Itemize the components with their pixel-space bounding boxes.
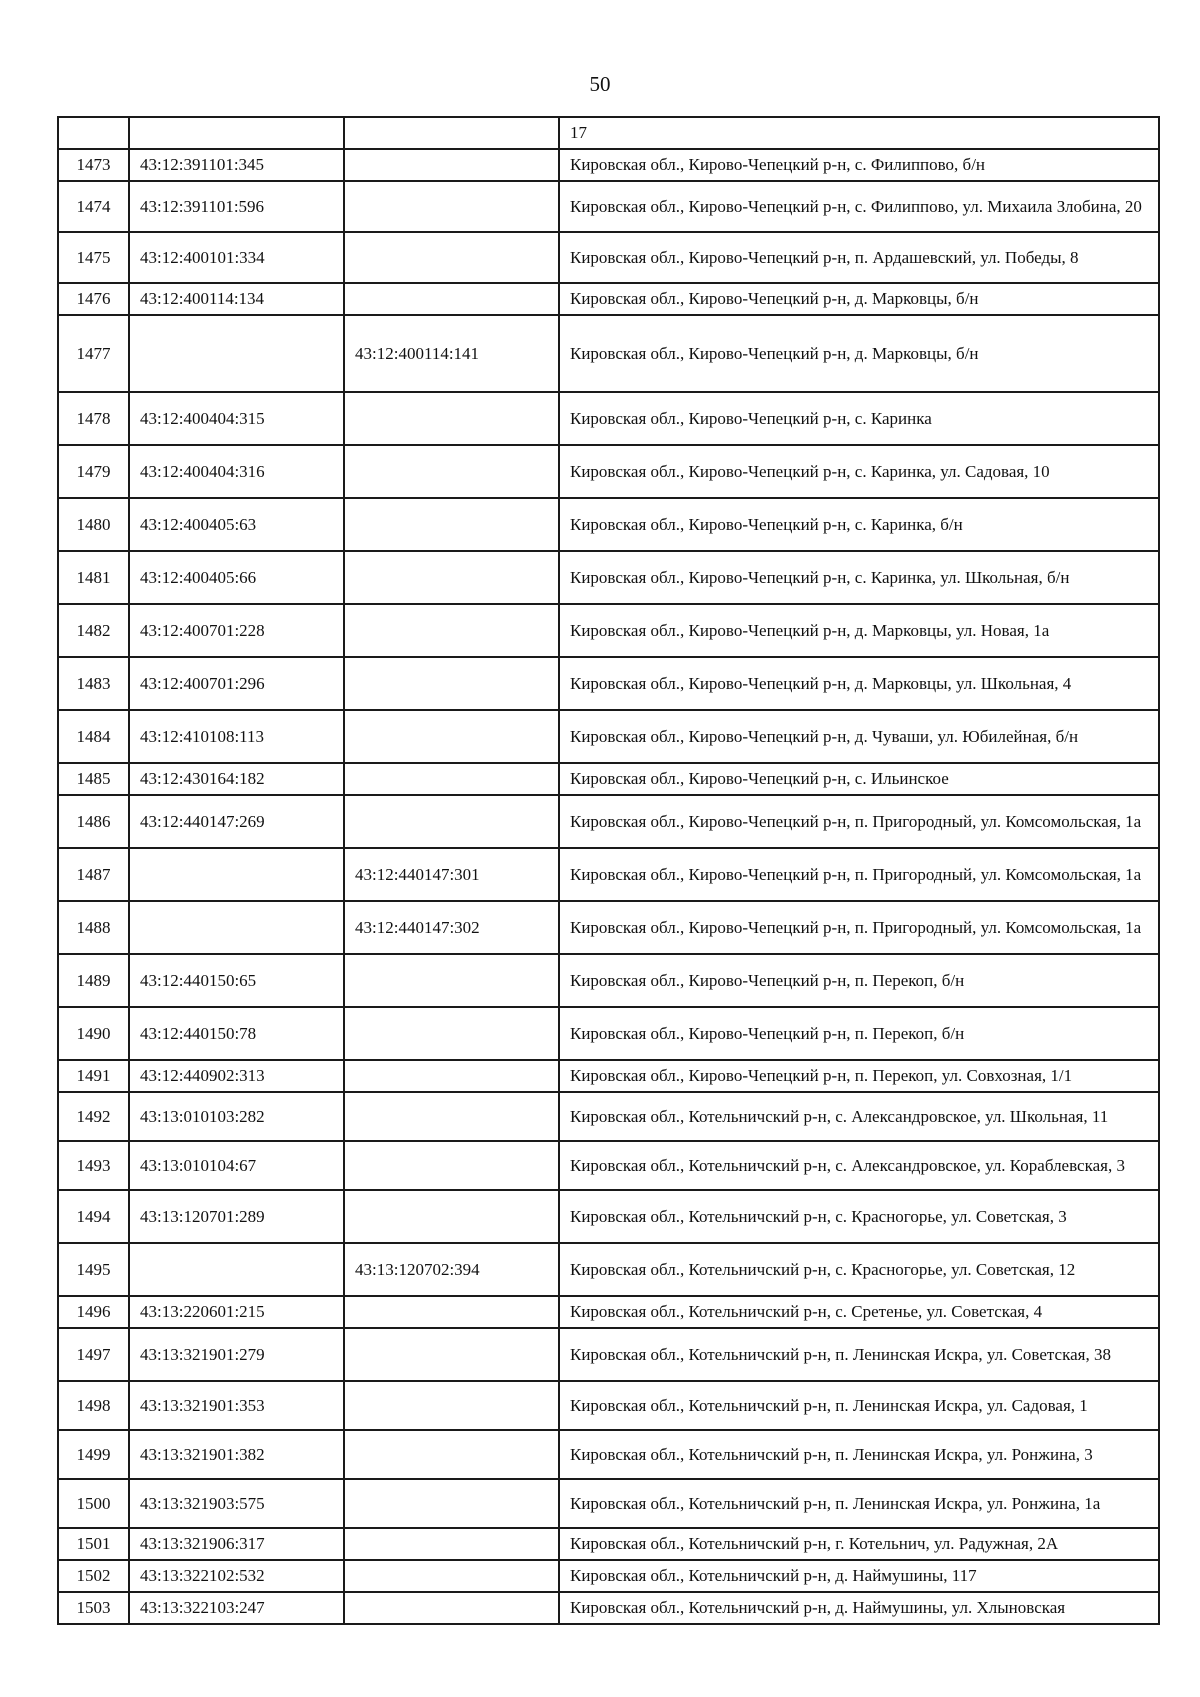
related-cadastral-number-cell [344,1007,559,1060]
table-row [58,149,1159,181]
address-cell: Кировская обл., Кирово-Чепецкий р-н, с. Каринка, ул. Школьная, б/н [559,551,1159,604]
address-cell: Кировская обл., Кирово-Чепецкий р-н, п. Перекоп, б/н [559,1007,1159,1060]
address-cell: Кировская обл., Кирово-Чепецкий р-н, с. Каринка [559,392,1159,445]
row-number-cell: 1493 [58,1141,129,1190]
address-cell: Кировская обл., Котельничский р-н, д. Наймушины, 117 [559,1560,1159,1592]
table-row [58,445,1159,498]
address-cell: Кировская обл., Кирово-Чепецкий р-н, п. Перекоп, ул. Совхозная, 1/1 [559,1060,1159,1092]
row-number-cell: 1480 [58,498,129,551]
table-row [58,392,1159,445]
cadastral-number-cell: 43:13:322103:247 [129,1592,344,1624]
table-row [58,181,1159,232]
related-cadastral-number-cell [344,763,559,795]
cadastral-number-cell: 43:12:400101:334 [129,232,344,283]
row-number-cell: 1501 [58,1528,129,1560]
table-row [58,1296,1159,1328]
address-cell: 17 [559,117,1159,149]
cadastral-number-cell: 43:13:120701:289 [129,1190,344,1243]
row-number-cell: 1474 [58,181,129,232]
address-cell: Кировская обл., Кирово-Чепецкий р-н, д. Марковцы, б/н [559,283,1159,315]
related-cadastral-number-cell [344,1060,559,1092]
cadastral-number-cell: 43:13:010104:67 [129,1141,344,1190]
cadastral-number-cell: 43:12:440150:78 [129,1007,344,1060]
cadastral-number-cell: 43:12:400701:296 [129,657,344,710]
row-number-cell: 1473 [58,149,129,181]
related-cadastral-number-cell [344,1560,559,1592]
table-row [58,232,1159,283]
cadastral-number-cell: 43:12:440147:269 [129,795,344,848]
row-number-cell: 1487 [58,848,129,901]
table-row [58,1528,1159,1560]
related-cadastral-number-cell: 43:12:440147:301 [344,848,559,901]
cadastral-number-cell: 43:13:010103:282 [129,1092,344,1141]
address-cell: Кировская обл., Кирово-Чепецкий р-н, с. Каринка, б/н [559,498,1159,551]
registry-table [57,116,1160,1625]
address-cell: Кировская обл., Кирово-Чепецкий р-н, п. Ардашевский, ул. Победы, 8 [559,232,1159,283]
row-number-cell: 1475 [58,232,129,283]
address-cell: Кировская обл., Кирово-Чепецкий р-н, п. Пригородный, ул. Комсомольская, 1а [559,848,1159,901]
related-cadastral-number-cell [344,1479,559,1528]
related-cadastral-number-cell [344,1381,559,1430]
cadastral-number-cell [129,315,344,392]
row-number-cell: 1491 [58,1060,129,1092]
row-number-cell: 1498 [58,1381,129,1430]
related-cadastral-number-cell [344,1190,559,1243]
related-cadastral-number-cell [344,1328,559,1381]
row-number-cell: 1502 [58,1560,129,1592]
address-cell: Кировская обл., Кирово-Чепецкий р-н, д. Марковцы, ул. Новая, 1а [559,604,1159,657]
table-row [58,498,1159,551]
address-cell: Кировская обл., Котельничский р-н, п. Ленинская Искра, ул. Ронжина, 3 [559,1430,1159,1479]
address-cell: Кировская обл., Кирово-Чепецкий р-н, с. Ильинское [559,763,1159,795]
row-number-cell: 1477 [58,315,129,392]
table-row [58,657,1159,710]
related-cadastral-number-cell [344,392,559,445]
row-number-cell: 1499 [58,1430,129,1479]
cadastral-number-cell: 43:13:322102:532 [129,1560,344,1592]
table-row [58,604,1159,657]
table-row [58,1381,1159,1430]
address-cell: Кировская обл., Котельничский р-н, п. Ленинская Искра, ул. Ронжина, 1а [559,1479,1159,1528]
row-number-cell: 1486 [58,795,129,848]
related-cadastral-number-cell [344,1430,559,1479]
table-row [58,283,1159,315]
address-cell: Кировская обл., Кирово-Чепецкий р-н, с. Филиппово, ул. Михаила Злобина, 20 [559,181,1159,232]
related-cadastral-number-cell [344,1592,559,1624]
row-number-cell: 1497 [58,1328,129,1381]
row-number-cell: 1482 [58,604,129,657]
address-cell: Кировская обл., Кирово-Чепецкий р-н, п. Перекоп, б/н [559,954,1159,1007]
address-cell: Кировская обл., Кирово-Чепецкий р-н, д. Марковцы, ул. Школьная, 4 [559,657,1159,710]
related-cadastral-number-cell [344,498,559,551]
cadastral-number-cell: 43:12:400404:316 [129,445,344,498]
row-number-cell: 1484 [58,710,129,763]
related-cadastral-number-cell [344,117,559,149]
table-row [58,315,1159,392]
address-cell: Кировская обл., Котельничский р-н, с. Красногорье, ул. Советская, 3 [559,1190,1159,1243]
address-cell: Кировская обл., Кирово-Чепецкий р-н, п. Пригородный, ул. Комсомольская, 1а [559,795,1159,848]
table-row [58,117,1159,149]
row-number-cell: 1490 [58,1007,129,1060]
cadastral-number-cell: 43:13:321903:575 [129,1479,344,1528]
table-row [58,795,1159,848]
cadastral-number-cell: 43:12:400114:134 [129,283,344,315]
cadastral-number-cell: 43:12:430164:182 [129,763,344,795]
table-row [58,763,1159,795]
cadastral-number-cell: 43:12:400701:228 [129,604,344,657]
cadastral-number-cell: 43:13:321901:353 [129,1381,344,1430]
related-cadastral-number-cell [344,1141,559,1190]
address-cell: Кировская обл., Кирово-Чепецкий р-н, д. Чуваши, ул. Юбилейная, б/н [559,710,1159,763]
table-row [58,1560,1159,1592]
related-cadastral-number-cell [344,795,559,848]
page-number: 50 [589,72,611,96]
table-row [58,1190,1159,1243]
cadastral-number-cell: 43:12:400405:66 [129,551,344,604]
row-number-cell: 1495 [58,1243,129,1296]
table-row [58,1007,1159,1060]
related-cadastral-number-cell [344,1296,559,1328]
table-row [58,954,1159,1007]
address-cell: Кировская обл., Котельничский р-н, с. Александровское, ул. Школьная, 11 [559,1092,1159,1141]
row-number-cell: 1503 [58,1592,129,1624]
related-cadastral-number-cell [344,657,559,710]
cadastral-number-cell [129,901,344,954]
address-cell: Кировская обл., Котельничский р-н, п. Ленинская Искра, ул. Садовая, 1 [559,1381,1159,1430]
cadastral-number-cell: 43:12:391101:596 [129,181,344,232]
table-row [58,1060,1159,1092]
cadastral-number-cell: 43:13:321901:279 [129,1328,344,1381]
row-number-cell: 1488 [58,901,129,954]
row-number-cell: 1489 [58,954,129,1007]
table-row [58,1479,1159,1528]
related-cadastral-number-cell [344,181,559,232]
cadastral-number-cell: 43:12:440902:313 [129,1060,344,1092]
address-cell: Кировская обл., Котельничский р-н, с. Красногорье, ул. Советская, 12 [559,1243,1159,1296]
cadastral-number-cell [129,1243,344,1296]
address-cell: Кировская обл., Котельничский р-н, д. Наймушины, ул. Хлыновская [559,1592,1159,1624]
cadastral-number-cell: 43:12:400405:63 [129,498,344,551]
related-cadastral-number-cell [344,149,559,181]
related-cadastral-number-cell [344,232,559,283]
row-number-cell: 1479 [58,445,129,498]
address-cell: Кировская обл., Котельничский р-н, с. Александровское, ул. Кораблевская, 3 [559,1141,1159,1190]
cadastral-number-cell: 43:12:391101:345 [129,149,344,181]
row-number-cell: 1492 [58,1092,129,1141]
cadastral-number-cell [129,848,344,901]
cadastral-number-cell: 43:13:220601:215 [129,1296,344,1328]
related-cadastral-number-cell [344,1092,559,1141]
address-cell: Кировская обл., Котельничский р-н, г. Котельнич, ул. Радужная, 2А [559,1528,1159,1560]
cadastral-number-cell [129,117,344,149]
row-number-cell: 1476 [58,283,129,315]
address-cell: Кировская обл., Котельничский р-н, п. Ленинская Искра, ул. Советская, 38 [559,1328,1159,1381]
address-cell: Кировская обл., Кирово-Чепецкий р-н, д. Марковцы, б/н [559,315,1159,392]
table-row [58,901,1159,954]
related-cadastral-number-cell: 43:12:400114:141 [344,315,559,392]
table-row [58,1328,1159,1381]
table-row [58,1430,1159,1479]
row-number-cell [58,117,129,149]
cadastral-number-cell: 43:12:440150:65 [129,954,344,1007]
cadastral-number-cell: 43:13:321901:382 [129,1430,344,1479]
row-number-cell: 1496 [58,1296,129,1328]
table-row [58,1243,1159,1296]
related-cadastral-number-cell [344,1528,559,1560]
related-cadastral-number-cell: 43:12:440147:302 [344,901,559,954]
row-number-cell: 1500 [58,1479,129,1528]
table-row [58,848,1159,901]
table-row [58,1592,1159,1624]
related-cadastral-number-cell [344,445,559,498]
table-row [58,1141,1159,1190]
address-cell: Кировская обл., Кирово-Чепецкий р-н, с. Каринка, ул. Садовая, 10 [559,445,1159,498]
row-number-cell: 1494 [58,1190,129,1243]
row-number-cell: 1478 [58,392,129,445]
cadastral-number-cell: 43:13:321906:317 [129,1528,344,1560]
related-cadastral-number-cell [344,710,559,763]
table-row [58,1092,1159,1141]
related-cadastral-number-cell [344,954,559,1007]
row-number-cell: 1483 [58,657,129,710]
related-cadastral-number-cell [344,283,559,315]
related-cadastral-number-cell [344,551,559,604]
related-cadastral-number-cell: 43:13:120702:394 [344,1243,559,1296]
related-cadastral-number-cell [344,604,559,657]
address-cell: Кировская обл., Кирово-Чепецкий р-н, с. Филиппово, б/н [559,149,1159,181]
table-row [58,551,1159,604]
row-number-cell: 1481 [58,551,129,604]
table-row [58,710,1159,763]
row-number-cell: 1485 [58,763,129,795]
cadastral-number-cell: 43:12:400404:315 [129,392,344,445]
address-cell: Кировская обл., Котельничский р-н, с. Сретенье, ул. Советская, 4 [559,1296,1159,1328]
address-cell: Кировская обл., Кирово-Чепецкий р-н, п. Пригородный, ул. Комсомольская, 1а [559,901,1159,954]
cadastral-number-cell: 43:12:410108:113 [129,710,344,763]
registry-table-body [58,117,1159,1624]
